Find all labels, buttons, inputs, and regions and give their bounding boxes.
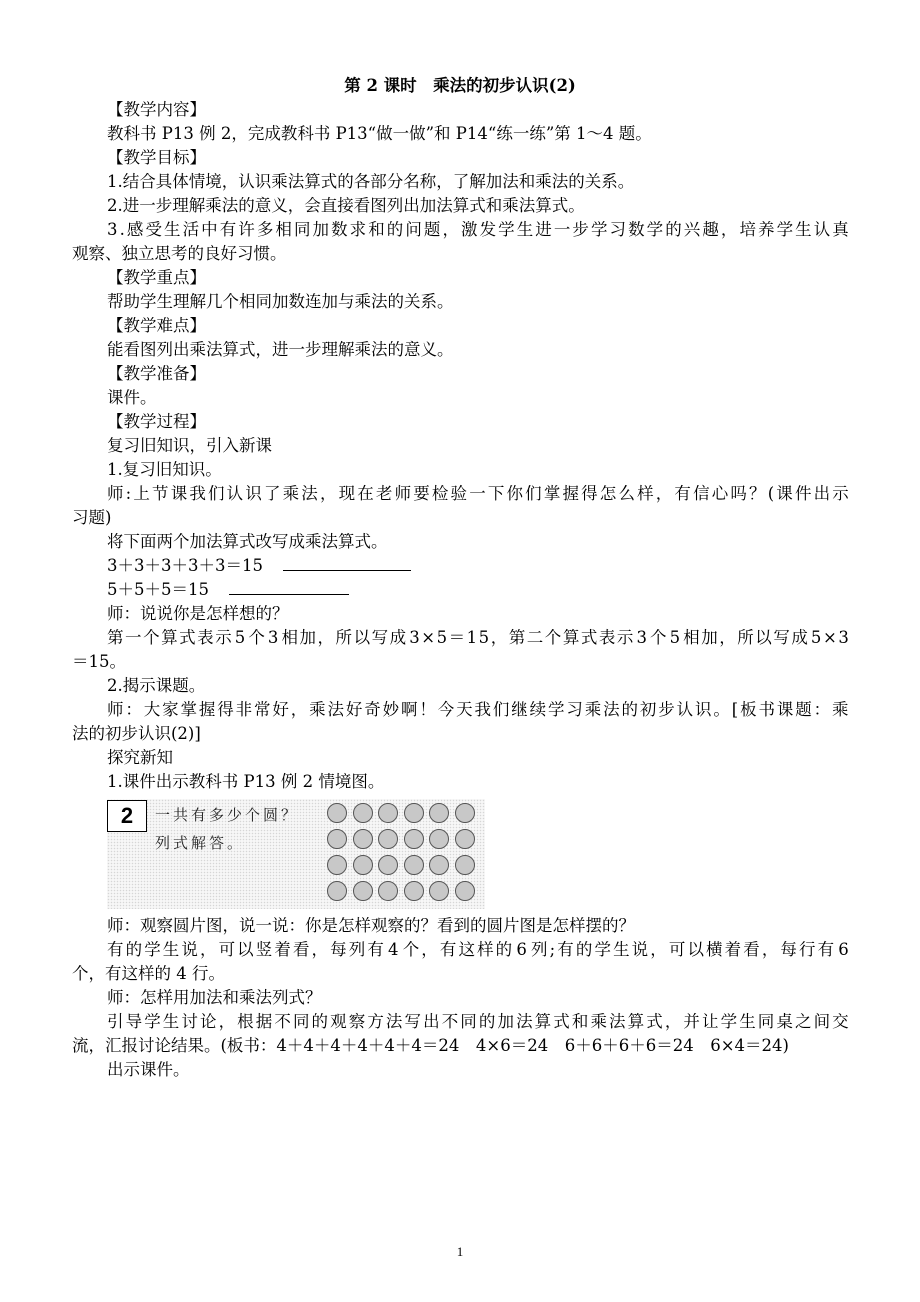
text-line-s2-4: 师：怎样用加法和乘法列式？ (107, 988, 322, 1007)
text-line-goal1: 1.结合具体情境，认识乘法算式的各部分名称，了解加法和乘法的关系。 (107, 172, 635, 191)
text-line-s2-5a: 引 导 学 生 讨 论 ， 根 据 不 同 的 观 察 方 法 写 出 不 同 的 加 法 算 式 和 乘 法 算 式 ， 并 让 学 生 同 桌 之 间 交 (107, 1012, 849, 1031)
lesson-title: 第 2 课时 乘法的初步认识(2) (344, 76, 576, 95)
circle-dot (404, 803, 424, 823)
text-line-content: 教科书 P13 例 2，完成教科书 P13“做一做”和 P14“练一练”第 1～4 题。 (107, 124, 652, 143)
text-line-h-prep: 【教学准备】 (107, 364, 206, 383)
circle-dot (429, 881, 449, 901)
circle-dot (455, 881, 475, 901)
circle-dot (353, 829, 373, 849)
circle-dot (455, 829, 475, 849)
text-line-s1-4: 师：说说你是怎样想的？ (107, 604, 289, 623)
circle-dot (455, 855, 475, 875)
text-line-sec1: 复习旧知识，引入新课 (107, 436, 272, 455)
circle-dot (353, 881, 373, 901)
text-line-s2-3b: 个，有这样的 4 行。 (72, 964, 225, 983)
page-number: 1 (456, 1244, 464, 1259)
text-line-s1-7a: 师 ： 大 家 掌 握 得 非 常 好 ， 乘 法 好 奇 妙 啊 ！ 今 天 我 们 继 续 学 习 乘 法 的 初 步 认 识 。 [ 板 书 课 题 ： 乘 (107, 700, 849, 719)
example-2-figure (107, 799, 485, 909)
circle-dot (327, 881, 347, 901)
circle-dot (404, 829, 424, 849)
text-line-goal3a: 3 . 感 受 生 活 中 有 许 多 相 同 加 数 求 和 的 问 题 ， 激 发 学 生 进 一 步 学 习 数 学 的 兴 趣 ， 培 养 学 生 认 真 (107, 220, 849, 239)
answer-blank (283, 554, 411, 571)
text-line-s2-6: 出示课件。 (107, 1060, 190, 1079)
circle-dot (404, 855, 424, 875)
text-line-goal2: 2.进一步理解乘法的意义，会直接看图列出加法算式和乘法算式。 (107, 196, 585, 215)
text-line-h-key: 【教学重点】 (107, 268, 206, 287)
text-line-eq1: 3＋3＋3＋3＋3＝15 (107, 554, 411, 578)
text-line-s1-1: 1.复习旧知识。 (107, 460, 222, 479)
text-line-h-goal: 【教学目标】 (107, 148, 206, 167)
figure-question-solve: 列式解答。 (155, 834, 246, 852)
circle-dot (429, 855, 449, 875)
text-line-s2-2: 师：观察圆片图，说一说：你是怎样观察的？看到的圆片图是怎样摆的？ (107, 916, 635, 935)
text-line-s1-6: 2.揭示课题。 (107, 676, 206, 695)
circle-dot (353, 803, 373, 823)
text-line-h-process: 【教学过程】 (107, 412, 206, 431)
text-line-s1-3: 将下面两个加法算式改写成乘法算式。 (107, 532, 388, 551)
text-line-key: 帮助学生理解几个相同加数连加与乘法的关系。 (107, 292, 454, 311)
circle-dot (404, 881, 424, 901)
text-line-difficulty: 能看图列出乘法算式，进一步理解乘法的意义。 (107, 340, 454, 359)
circle-dot (327, 855, 347, 875)
circle-dot (429, 803, 449, 823)
text-line-s2-3a: 有 的 学 生 说 ， 可 以 竖 着 看 ， 每 列 有 4 个 ， 有 这 样 的 6 列 ; 有 的 学 生 说 ， 可 以 横 着 看 ， 每 行 有 6 (107, 940, 849, 959)
text-line-h-difficulty: 【教学难点】 (107, 316, 206, 335)
text-line-goal3b: 观察、独立思考的良好习惯。 (72, 244, 287, 263)
text-line-eq2: 5＋5＋5＝15 (107, 578, 349, 602)
text-line-s1-7b: 法的初步认识(2)] (72, 724, 201, 743)
text-line-s1-5b: ＝15。 (72, 652, 126, 671)
text-line-prep: 课件。 (107, 388, 157, 407)
example-number-box: 2 (107, 800, 147, 832)
answer-blank (229, 578, 349, 595)
text-line-sec2: 探究新知 (107, 748, 173, 767)
circle-dot (327, 803, 347, 823)
circle-dot (378, 803, 398, 823)
figure-question-count: 一共有多少个圆？ (155, 806, 300, 824)
circle-dot (378, 855, 398, 875)
circle-dot (378, 881, 398, 901)
circle-dot (455, 803, 475, 823)
text-line-s2-5b: 流，汇报讨论结果。(板书：4＋4＋4＋4＋4＋4＝24 4×6＝24 6＋6＋6＋6＝24 6×4＝24) (72, 1036, 789, 1055)
text-line-s1-2b: 习题) (72, 508, 112, 527)
text-line-s2-1: 1.课件出示教科书 P13 例 2 情境图。 (107, 772, 385, 791)
circle-dot (327, 829, 347, 849)
text-line-s1-2a: 师 : 上 节 课 我 们 认 识 了 乘 法 ， 现 在 老 师 要 检 验 一 下 你 们 掌 握 得 怎 么 样 ， 有 信 心 吗 ？ ( 课 件 出 示 (107, 484, 849, 503)
text-line-s1-5a: 第 一 个 算 式 表 示 5 个 3 相 加 ， 所 以 写 成 3 × 5 ＝ 1 5 ， 第 二 个 算 式 表 示 3 个 5 相 加 ， 所 以 写 成 5 × 3 (107, 628, 849, 647)
circle-dot (353, 855, 373, 875)
circle-dot (429, 829, 449, 849)
circle-dot (378, 829, 398, 849)
text-line-h-content: 【教学内容】 (107, 100, 206, 119)
